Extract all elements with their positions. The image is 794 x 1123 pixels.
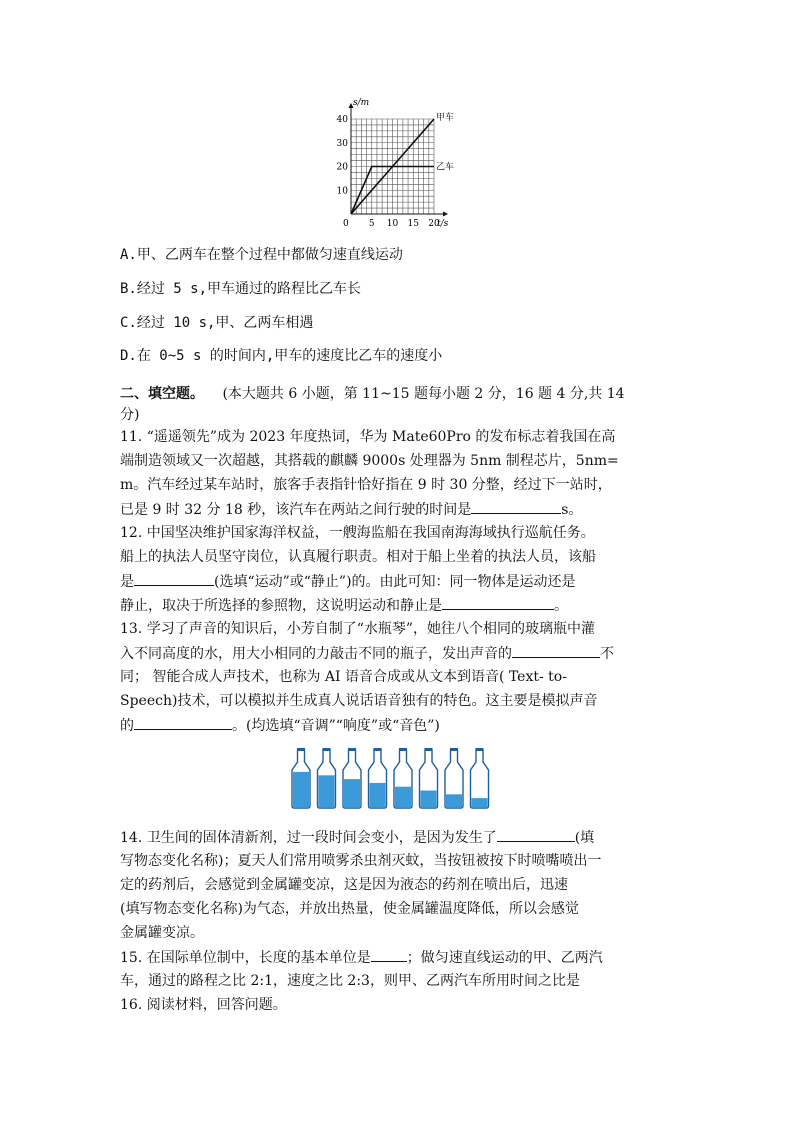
q14-text-b: (填	[574, 830, 595, 846]
bottle-rim	[297, 748, 305, 751]
x-tick-label: 5	[368, 219, 375, 229]
q11-text: 已是 9 时 32 分 18 秒，该汽车在两站之间行驶的时间是	[120, 502, 472, 518]
q14-line3: 定的药剂后，会感觉到金属罐变凉，这是因为液态的药剂在喷出后，迅速	[120, 877, 568, 893]
q14-line4: (填写物态变化名称)为气态，并放出热量，使金属罐温度降低，所以会感觉	[120, 901, 579, 917]
bottle-water	[319, 775, 335, 807]
y-axis-label: s/m	[353, 98, 370, 108]
q11-line1: 11. “遥遥领先”成为 2023 年度热词，华为 Mate60Pro 的发布标志着我国在高	[120, 429, 616, 445]
y-tick-label: 30	[336, 138, 348, 149]
q15-text-b: ；做匀速直线运动的甲、乙两汽	[406, 950, 603, 966]
q12-text-c: 静止，取决于所选择的参照物，这说明运动和静止是	[120, 598, 442, 614]
q13-blank-2[interactable]	[134, 715, 232, 730]
option-a: A.甲、乙两车在整个过程中都做匀速直线运动	[120, 247, 403, 263]
q12-line4	[120, 595, 568, 616]
option-c: C.经过 10 s,甲、乙两车相遇	[120, 315, 314, 331]
q16-line1: 16. 阅读材料，回答问题。	[120, 997, 287, 1013]
distance-time-chart	[335, 95, 465, 230]
bottle-water	[344, 779, 360, 807]
q12-text-a: 是	[120, 574, 134, 590]
q12-line3	[120, 571, 576, 592]
q12-text-b: (选填“运动”或“静止”)的。由此可知：同一物体是运动还是	[214, 574, 576, 590]
x-axis-arrow	[443, 212, 448, 217]
bottle-water	[472, 798, 488, 807]
q14-text-a: 14. 卫生间的固体清新剂，过一段时间会变小，是因为发生了	[120, 830, 497, 846]
series-label-yi: 乙车	[436, 162, 455, 173]
bottle	[292, 748, 310, 808]
q11-line4	[120, 499, 582, 520]
section-desc-cont: 分)	[120, 407, 140, 423]
water-bottles-illustration	[288, 740, 508, 812]
q14-line1	[120, 827, 594, 848]
bottle-water	[421, 791, 437, 807]
q13-text-d: 。(均选填“音调”“响度”或“音色”)	[232, 718, 440, 734]
bottle	[471, 748, 489, 808]
q12-line1: 12. 中国坚决维护国家海洋权益，一艘海监船在我国南海海域执行巡航任务。	[120, 525, 595, 541]
q13-line1: 13. 学习了声音的知识后，小芳自制了“水瓶琴”，她往八个相同的玻璃瓶中灌	[120, 621, 596, 637]
bottle	[343, 748, 361, 808]
q13-line2	[120, 643, 614, 664]
series-label-jia: 甲车	[436, 113, 455, 123]
q12-blank-1[interactable]	[134, 571, 214, 586]
x-tick-label: 10	[386, 219, 399, 229]
bottle-water	[370, 783, 386, 807]
q13-line3: 同； 智能合成人声技术，也称为 AI 语音合成或从文本到语音( Text- to-	[120, 669, 567, 685]
q14-line5: 金属罐变凉。	[120, 925, 204, 941]
section-desc: (本大题共 6 小题，第 11~15 题每小题 2 分，16 题 4 分,共 14	[222, 386, 625, 402]
q13-line4: Speech)技术，可以模拟并生成真人说话语音独有的特色。这主要是模拟声音	[120, 693, 598, 709]
q13-text-b: 不	[600, 646, 614, 662]
q11-line3: m。汽车经过某车站时，旅客手表指针恰好指在 9 时 30 分整，经过下一站时，	[120, 477, 612, 493]
bottle-rim	[450, 748, 458, 751]
q15-line2: 车，通过的路程之比 2:1，速度之比 2:3，则甲、乙两汽车所用时间之比是	[120, 973, 580, 989]
origin-label: 0	[343, 219, 349, 229]
q11-line2: 端制造领域又一次超越，其搭载的麒麟 9000s 处理器为 5nm 制程芯片，5nm=	[120, 453, 619, 469]
bottle-water	[446, 794, 462, 807]
q15-blank-1[interactable]	[371, 947, 407, 962]
q13-text-c: 的	[120, 718, 134, 734]
q15-text-a: 15. 在国际单位制中，长度的基本单位是	[120, 950, 371, 966]
bottle-water	[293, 772, 309, 807]
q11-unit: s。	[561, 502, 583, 518]
y-tick-label: 40	[336, 115, 348, 125]
option-b: B.经过 5 s,甲车通过的路程比乙车长	[120, 281, 362, 297]
section-title: 二、填空题。	[120, 386, 204, 402]
bottle-rim	[348, 748, 356, 751]
bottle-rim	[323, 748, 331, 751]
q14-blank-1[interactable]	[497, 827, 575, 842]
section-heading	[120, 384, 625, 404]
bottle-rim	[374, 748, 382, 751]
y-tick-label: 20	[336, 162, 348, 173]
bottle-rim	[476, 748, 484, 751]
q12-text-d: 。	[554, 598, 568, 614]
bottle-rim	[399, 748, 407, 751]
y-tick-label: 10	[336, 186, 348, 197]
q13-line5	[120, 715, 440, 736]
bottle	[445, 748, 463, 808]
bottle-water	[395, 787, 411, 807]
bottle	[394, 748, 412, 808]
q12-line2: 船上的执法人员坚守岗位，认真履行职责。相对于船上坐着的执法人员，该船	[120, 549, 596, 565]
bottle	[369, 748, 387, 808]
q14-line2: 写物态变化名称)；夏天人们常用喷雾杀虫剂灭蚊，当按钮被按下时喷嘴喷出一	[120, 853, 602, 869]
x-tick-label: 20	[428, 219, 440, 229]
q13-blank-1[interactable]	[512, 643, 600, 658]
option-d: D.在 0~5 s 的时间内,甲车的速度比乙车的速度小	[120, 348, 443, 364]
x-tick-label: 15	[407, 219, 419, 229]
q12-blank-2[interactable]	[442, 595, 554, 610]
q13-text-a: 入不同高度的水，用大小相同的力敲击不同的瓶子，发出声音的	[120, 646, 512, 662]
bottle-rim	[425, 748, 433, 751]
x-axis-label: t/s	[437, 219, 449, 229]
q11-answer-blank[interactable]	[471, 499, 561, 514]
bottle	[318, 748, 336, 808]
bottle	[420, 748, 438, 808]
q15-line1	[120, 947, 603, 968]
